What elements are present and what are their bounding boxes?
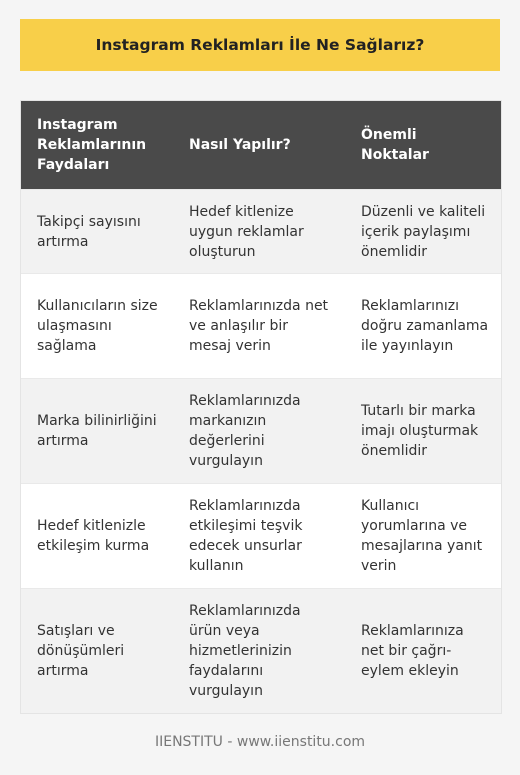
table-cell: Tutarlı bir marka imajı oluşturmak önemlidir <box>345 379 501 484</box>
table-cell: Reklamlarınızda net ve anlaşılır bir mesaj verin <box>173 274 345 379</box>
header-how-to: Nasıl Yapılır? <box>173 101 345 190</box>
benefits-table <box>21 101 501 713</box>
table-cell: Düzenli ve kaliteli içerik paylaşımı önemlidir <box>345 190 501 274</box>
page-title: Instagram Reklamları İle Ne Sağlarız? <box>20 19 500 71</box>
table-cell: Reklamlarınızda etkileşimi teşvik edecek unsurlar kullanın <box>173 484 345 589</box>
table-row <box>21 589 501 713</box>
table-cell: Reklamlarınızı doğru zamanlama ile yayınlayın <box>345 274 501 379</box>
table-cell: Takipçi sayısını artırma <box>21 190 173 274</box>
table-cell: Hedef kitlenize uygun reklamlar oluşturun <box>173 190 345 274</box>
table-row <box>21 274 501 379</box>
table-cell: Hedef kitlenizle etkileşim kurma <box>21 484 173 589</box>
table-row <box>21 190 501 274</box>
table-cell: Kullanıcı yorumlarına ve mesajlarına yanıt verin <box>345 484 501 589</box>
table-cell: Reklamlarınızda markanızın değerlerini vurgulayın <box>173 379 345 484</box>
table-cell: Reklamlarınıza net bir çağrı-eylem ekleyin <box>345 589 501 713</box>
table-cell: Kullanıcıların size ulaşmasını sağlama <box>21 274 173 379</box>
table-row <box>21 379 501 484</box>
header-key-points: Önemli Noktalar <box>345 101 501 190</box>
table-cell: Marka bilinirliğini artırma <box>21 379 173 484</box>
table-header-row <box>21 101 501 190</box>
benefits-table-container <box>20 100 502 714</box>
header-benefits: Instagram Reklamlarının Faydaları <box>21 101 173 190</box>
table-cell: Reklamlarınızda ürün veya hizmetlerinizin faydalarını vurgulayın <box>173 589 345 713</box>
table-cell: Satışları ve dönüşümleri artırma <box>21 589 173 713</box>
table-row <box>21 484 501 589</box>
footer-credit: IIENSTITU - www.iienstitu.com <box>154 734 366 750</box>
